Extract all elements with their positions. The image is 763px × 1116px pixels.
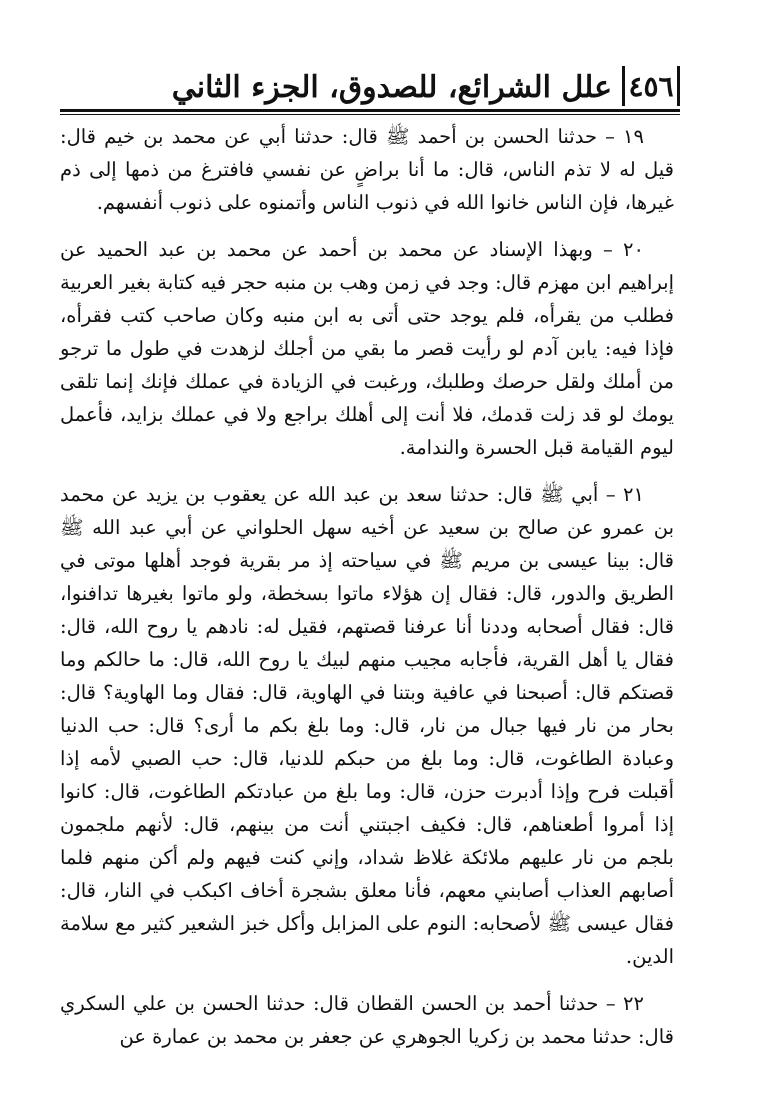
page-number: ٤٥٦ bbox=[622, 66, 680, 106]
hadith-20: ٢٠ – وبهذا الإسناد عن محمد بن أحمد عن محمد بن عبد الحميد عن إبراهيم ابن مهزم قال: وجد في زمن وهب بن منبه حجر فيه كتابة بغير العربية فطلب من يقرأه، فلم يوجد حتى أتى به ابن منبه وكان صاحب كتب فقرأه، فإذا فيه: يابن آدم لو رأيت قصر ما بقي من أجلك لزهدت في طول ما ترجو من أملك ولقل حرصك وطلبك، ورغبت في الزيادة في عملك فإنك إنما تلقى يومك لو قد زلت قدمك، فلا أنت إلى أهلك براجع ولا في عملك بزايد، فأعمل ليوم القيامة قبل الحسرة والندامة. bbox=[60, 238, 674, 459]
header-rule bbox=[60, 109, 680, 115]
running-title: علل الشرائع، للصدوق، الجزء الثاني bbox=[171, 70, 612, 105]
hadith-19: ١٩ – حدثنا الحسن بن أحمد ﷺ قال: حدثنا أبي عن محمد بن خيم قال: قيل له لا تذم الناس، قال: ما أنا براضٍ عن نفسي فافترغ من ذمها إلى ذم غيرها، فإن الناس خانوا الله في ذنوب الناس وأتمنوه على ذنوب أنفسهم. bbox=[60, 125, 674, 214]
page-header bbox=[60, 66, 680, 114]
hadith-22: ٢٢ – حدثنا أحمد بن الحسن القطان قال: حدثنا الحسن بن علي السكري قال: حدثنا محمد بن زكريا الجوهري عن جعفر بن محمد بن عمارة عن bbox=[60, 992, 674, 1048]
hadith-21: ٢١ – أبي ﷺ قال: حدثنا سعد بن عبد الله عن يعقوب بن يزيد عن محمد بن عمرو عن صالح بن سعيد عن أخيه سهل الحلواني عن أبي عبد الله ﷺ قال: بينا عيسى بن مريم ﷺ في سياحته إذ مر بقرية فوجد أهلها موتى في الطريق والدور، قال: فقال إن هؤلاء ماتوا بسخطة، ولو ماتوا بغيرها تدافنوا، قال: فقال أصحابه وددنا أنا عرفنا قصتهم، فقيل له: نادهم يا روح الله، قال: فقال يا أهل القرية، فأجابه مجيب منهم لبيك يا روح الله، قال: ما حالكم وما قصتكم قال: أصبحنا في عافية وبتنا في الهاوية، قال: فقال وما الهاوية؟ قال: بحار من نار فيها جبال من نار، قال: وما بلغ بكم ما أرى؟ قال: حب الدنيا وعبادة الطاغوت، قال: وما بلغ من حبكم للدنيا، قال: حب الصبي لأمه إذا أقبلت فرح وإذا أدبرت حزن، قال: وما بلغ من عبادتكم الطاغوت، قال: كانوا إذا أمروا أطعناهم، قال: فكيف اجبتني أنت من بينهم، قال: لأنهم ملجمون بلجم من نار عليهم ملائكة غلاظ شداد، وإني كنت فيهم ولم أكن منهم فلما أصابهم العذاب أصابني معهم، فأنا معلق بشجرة أخاف اكبكب في النار، قال: فقال عيسى ﷺ لأصحابه: النوم على المزابل وأكل خبز الشعير كثير مع سلامة الدين. bbox=[60, 483, 674, 968]
page-body bbox=[60, 120, 674, 1053]
